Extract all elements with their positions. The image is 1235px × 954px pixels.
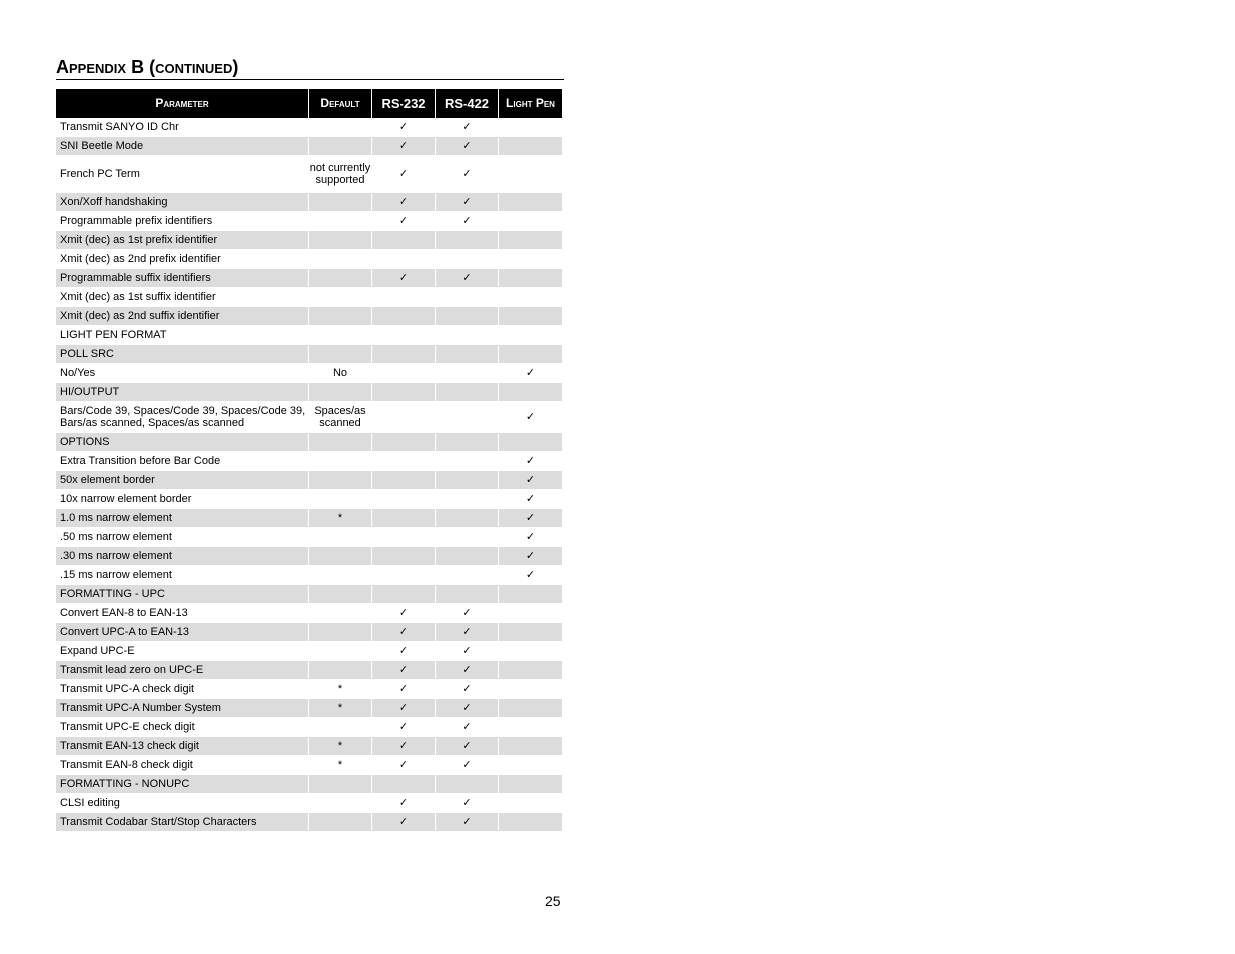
check-icon: ✓	[462, 195, 472, 208]
cell-rs232	[372, 345, 436, 364]
table-row	[56, 433, 562, 452]
cell-parameter: LIGHT PEN FORMAT	[56, 326, 309, 345]
cell-rs422	[436, 775, 499, 794]
check-icon: ✓	[398, 663, 409, 676]
table-row	[56, 231, 562, 250]
cell-light-pen	[499, 642, 562, 661]
cell-default	[309, 452, 372, 471]
cell-parameter: Transmit UPC-E check digit	[56, 718, 309, 737]
check-icon: ✓	[462, 606, 472, 619]
check-icon: ✓	[525, 568, 536, 581]
cell-rs422	[436, 402, 499, 433]
header-default: Default	[309, 89, 372, 118]
table-body	[56, 118, 562, 832]
cell-rs422	[436, 471, 499, 490]
check-icon: ✓	[525, 366, 536, 379]
cell-rs232	[372, 433, 436, 452]
cell-parameter: .15 ms narrow element	[56, 566, 309, 585]
check-icon: ✓	[398, 758, 409, 771]
check-icon: ✓	[525, 549, 536, 562]
table-row	[56, 756, 562, 775]
check-icon: ✓	[525, 492, 536, 505]
cell-default	[309, 288, 372, 307]
cell-rs232	[372, 212, 436, 231]
cell-parameter: POLL SRC	[56, 345, 309, 364]
cell-default: *	[309, 509, 372, 528]
check-icon: ✓	[462, 739, 472, 752]
cell-light-pen	[499, 585, 562, 604]
cell-default: *	[309, 737, 372, 756]
cell-default	[309, 623, 372, 642]
cell-light-pen	[499, 433, 562, 452]
cell-light-pen	[499, 156, 562, 193]
cell-default	[309, 642, 372, 661]
cell-light-pen	[499, 794, 562, 813]
cell-default	[309, 794, 372, 813]
cell-parameter: Extra Transition before Bar Code	[56, 452, 309, 471]
cell-rs232	[372, 680, 436, 699]
table-row	[56, 307, 562, 326]
cell-default: *	[309, 699, 372, 718]
cell-rs232	[372, 642, 436, 661]
cell-light-pen	[499, 566, 562, 585]
cell-rs232	[372, 307, 436, 326]
cell-default: *	[309, 756, 372, 775]
cell-parameter: Xmit (dec) as 2nd suffix identifier	[56, 307, 309, 326]
cell-parameter: Transmit EAN-13 check digit	[56, 737, 309, 756]
cell-parameter: HI/OUTPUT	[56, 383, 309, 402]
check-icon: ✓	[398, 720, 409, 733]
cell-rs232	[372, 509, 436, 528]
cell-parameter: Programmable prefix identifiers	[56, 212, 309, 231]
table-row	[56, 402, 562, 433]
cell-rs422	[436, 156, 499, 193]
check-icon: ✓	[462, 167, 472, 180]
cell-light-pen	[499, 680, 562, 699]
cell-parameter: CLSI editing	[56, 794, 309, 813]
cell-default	[309, 193, 372, 212]
cell-rs422	[436, 288, 499, 307]
cell-parameter: Transmit Codabar Start/Stop Characters	[56, 813, 309, 832]
check-icon: ✓	[462, 682, 472, 695]
cell-rs232	[372, 528, 436, 547]
cell-rs422	[436, 509, 499, 528]
cell-rs232	[372, 471, 436, 490]
cell-parameter: Bars/Code 39, Spaces/Code 39, Spaces/Code 39, Bars/as scanned, Spaces/as scanned	[56, 402, 309, 433]
cell-rs422	[436, 490, 499, 509]
check-icon: ✓	[398, 195, 409, 208]
header-parameter: Parameter	[56, 89, 309, 118]
table-row	[56, 623, 562, 642]
cell-parameter: Transmit SANYO ID Chr	[56, 118, 309, 137]
cell-rs232	[372, 118, 436, 137]
table-row	[56, 471, 562, 490]
check-icon: ✓	[525, 410, 536, 423]
cell-rs422	[436, 680, 499, 699]
check-icon: ✓	[525, 511, 536, 524]
cell-rs422	[436, 250, 499, 269]
cell-rs422	[436, 118, 499, 137]
cell-light-pen	[499, 718, 562, 737]
table-row	[56, 794, 562, 813]
check-icon: ✓	[398, 644, 409, 657]
cell-parameter: Xmit (dec) as 2nd prefix identifier	[56, 250, 309, 269]
table-row	[56, 642, 562, 661]
cell-rs232	[372, 813, 436, 832]
cell-default	[309, 307, 372, 326]
cell-rs422	[436, 794, 499, 813]
cell-light-pen	[499, 269, 562, 288]
cell-light-pen	[499, 345, 562, 364]
cell-rs232	[372, 718, 436, 737]
table-row	[56, 775, 562, 794]
cell-parameter: French PC Term	[56, 156, 309, 193]
cell-light-pen	[499, 212, 562, 231]
cell-parameter: FORMATTING - UPC	[56, 585, 309, 604]
check-icon: ✓	[462, 663, 472, 676]
cell-default	[309, 250, 372, 269]
check-icon: ✓	[462, 720, 472, 733]
cell-rs422	[436, 547, 499, 566]
cell-parameter: Xmit (dec) as 1st prefix identifier	[56, 231, 309, 250]
cell-rs232	[372, 737, 436, 756]
cell-rs232	[372, 250, 436, 269]
cell-default	[309, 231, 372, 250]
check-icon: ✓	[462, 214, 472, 227]
parameter-table	[56, 89, 562, 832]
cell-default: Spaces/as scanned	[309, 402, 372, 433]
cell-parameter: Xmit (dec) as 1st suffix identifier	[56, 288, 309, 307]
cell-parameter: .50 ms narrow element	[56, 528, 309, 547]
cell-default	[309, 490, 372, 509]
cell-parameter: Xon/Xoff handshaking	[56, 193, 309, 212]
cell-rs422	[436, 326, 499, 345]
cell-rs422	[436, 566, 499, 585]
cell-rs232	[372, 452, 436, 471]
cell-light-pen	[499, 402, 562, 433]
check-icon: ✓	[398, 682, 409, 695]
cell-default	[309, 269, 372, 288]
cell-default	[309, 528, 372, 547]
table-row	[56, 326, 562, 345]
cell-light-pen	[499, 326, 562, 345]
cell-parameter: OPTIONS	[56, 433, 309, 452]
cell-light-pen	[499, 471, 562, 490]
cell-light-pen	[499, 775, 562, 794]
check-icon: ✓	[398, 815, 409, 828]
table-row	[56, 547, 562, 566]
cell-rs232	[372, 326, 436, 345]
cell-light-pen	[499, 756, 562, 775]
cell-light-pen	[499, 307, 562, 326]
cell-default	[309, 661, 372, 680]
cell-rs422	[436, 756, 499, 775]
cell-rs422	[436, 433, 499, 452]
cell-light-pen	[499, 737, 562, 756]
cell-rs232	[372, 490, 436, 509]
cell-rs422	[436, 661, 499, 680]
cell-parameter: 10x narrow element border	[56, 490, 309, 509]
cell-light-pen	[499, 490, 562, 509]
cell-rs232	[372, 193, 436, 212]
table-row	[56, 490, 562, 509]
cell-rs422	[436, 269, 499, 288]
cell-rs422	[436, 737, 499, 756]
table-row	[56, 250, 562, 269]
cell-default: *	[309, 680, 372, 699]
cell-light-pen	[499, 813, 562, 832]
table-row	[56, 345, 562, 364]
cell-rs232	[372, 269, 436, 288]
cell-rs232	[372, 402, 436, 433]
cell-rs232	[372, 288, 436, 307]
cell-rs232	[372, 566, 436, 585]
cell-rs422	[436, 383, 499, 402]
cell-default: No	[309, 364, 372, 383]
cell-rs232	[372, 794, 436, 813]
cell-rs232	[372, 364, 436, 383]
check-icon: ✓	[398, 120, 409, 133]
check-icon: ✓	[398, 625, 409, 638]
cell-parameter: Expand UPC-E	[56, 642, 309, 661]
check-icon: ✓	[462, 120, 472, 133]
cell-rs232	[372, 661, 436, 680]
check-icon: ✓	[398, 701, 409, 714]
cell-rs232	[372, 547, 436, 566]
cell-default	[309, 471, 372, 490]
check-icon: ✓	[398, 167, 409, 180]
check-icon: ✓	[525, 530, 536, 543]
cell-default	[309, 813, 372, 832]
cell-rs232	[372, 137, 436, 156]
cell-parameter: No/Yes	[56, 364, 309, 383]
check-icon: ✓	[462, 644, 472, 657]
cell-parameter: 50x element border	[56, 471, 309, 490]
cell-light-pen	[499, 231, 562, 250]
header-rs232: RS-232	[372, 89, 436, 118]
cell-default	[309, 566, 372, 585]
cell-default	[309, 383, 372, 402]
cell-parameter: Convert EAN-8 to EAN-13	[56, 604, 309, 623]
cell-parameter: .30 ms narrow element	[56, 547, 309, 566]
cell-rs232	[372, 604, 436, 623]
header-rs422: RS-422	[436, 89, 499, 118]
cell-parameter: Transmit UPC-A Number System	[56, 699, 309, 718]
cell-light-pen	[499, 118, 562, 137]
check-icon: ✓	[462, 701, 472, 714]
cell-parameter: Programmable suffix identifiers	[56, 269, 309, 288]
cell-rs422	[436, 718, 499, 737]
cell-default	[309, 585, 372, 604]
table-row	[56, 156, 562, 193]
table-row	[56, 118, 562, 137]
check-icon: ✓	[398, 214, 409, 227]
cell-light-pen	[499, 193, 562, 212]
cell-rs422	[436, 364, 499, 383]
cell-default	[309, 433, 372, 452]
cell-parameter: Transmit lead zero on UPC-E	[56, 661, 309, 680]
cell-light-pen	[499, 661, 562, 680]
cell-rs232	[372, 585, 436, 604]
table-row	[56, 288, 562, 307]
cell-parameter: 1.0 ms narrow element	[56, 509, 309, 528]
table-row	[56, 452, 562, 471]
cell-light-pen	[499, 699, 562, 718]
cell-light-pen	[499, 547, 562, 566]
check-icon: ✓	[462, 139, 472, 152]
check-icon: ✓	[462, 625, 472, 638]
cell-parameter: Transmit UPC-A check digit	[56, 680, 309, 699]
cell-rs422	[436, 212, 499, 231]
table-row	[56, 509, 562, 528]
table-row	[56, 737, 562, 756]
check-icon: ✓	[462, 815, 472, 828]
cell-rs232	[372, 756, 436, 775]
cell-rs422	[436, 585, 499, 604]
table-row	[56, 137, 562, 156]
cell-default	[309, 718, 372, 737]
cell-rs422	[436, 452, 499, 471]
cell-rs422	[436, 813, 499, 832]
cell-rs422	[436, 137, 499, 156]
cell-parameter: FORMATTING - NONUPC	[56, 775, 309, 794]
cell-rs232	[372, 623, 436, 642]
cell-rs422	[436, 345, 499, 364]
cell-default	[309, 118, 372, 137]
table-row	[56, 585, 562, 604]
cell-default	[309, 137, 372, 156]
check-icon: ✓	[398, 796, 409, 809]
cell-rs422	[436, 193, 499, 212]
table-row	[56, 383, 562, 402]
cell-rs422	[436, 528, 499, 547]
check-icon: ✓	[398, 739, 409, 752]
table-row	[56, 528, 562, 547]
check-icon: ✓	[462, 271, 472, 284]
cell-rs422	[436, 604, 499, 623]
table-row	[56, 604, 562, 623]
cell-light-pen	[499, 364, 562, 383]
table-row	[56, 193, 562, 212]
table-row	[56, 269, 562, 288]
check-icon: ✓	[525, 473, 536, 486]
table-row	[56, 364, 562, 383]
cell-light-pen	[499, 528, 562, 547]
cell-rs422	[436, 642, 499, 661]
cell-light-pen	[499, 509, 562, 528]
cell-light-pen	[499, 250, 562, 269]
cell-parameter: Transmit EAN-8 check digit	[56, 756, 309, 775]
table-row	[56, 699, 562, 718]
cell-rs422	[436, 231, 499, 250]
cell-rs232	[372, 231, 436, 250]
cell-parameter: Convert UPC-A to EAN-13	[56, 623, 309, 642]
cell-parameter: SNI Beetle Mode	[56, 137, 309, 156]
cell-rs422	[436, 699, 499, 718]
check-icon: ✓	[398, 139, 409, 152]
cell-default	[309, 775, 372, 794]
table-row	[56, 813, 562, 832]
check-icon: ✓	[398, 271, 409, 284]
check-icon: ✓	[462, 758, 472, 771]
cell-rs232	[372, 775, 436, 794]
cell-light-pen	[499, 452, 562, 471]
cell-default	[309, 547, 372, 566]
cell-default	[309, 604, 372, 623]
cell-default: not currently supported	[309, 156, 372, 193]
cell-light-pen	[499, 383, 562, 402]
cell-rs232	[372, 383, 436, 402]
table-row	[56, 566, 562, 585]
cell-rs232	[372, 156, 436, 193]
cell-default	[309, 212, 372, 231]
cell-light-pen	[499, 604, 562, 623]
table-header-row	[56, 89, 562, 118]
table-row	[56, 718, 562, 737]
check-icon: ✓	[398, 606, 409, 619]
table-row	[56, 680, 562, 699]
table-row	[56, 661, 562, 680]
check-icon: ✓	[525, 454, 536, 467]
cell-light-pen	[499, 137, 562, 156]
cell-rs422	[436, 623, 499, 642]
check-icon: ✓	[462, 796, 472, 809]
cell-light-pen	[499, 288, 562, 307]
cell-rs422	[436, 307, 499, 326]
page-number: 25	[545, 893, 561, 909]
table-row	[56, 212, 562, 231]
header-light-pen: Light Pen	[499, 89, 562, 118]
cell-default	[309, 326, 372, 345]
cell-light-pen	[499, 623, 562, 642]
cell-rs232	[372, 699, 436, 718]
cell-default	[309, 345, 372, 364]
page-heading: Appendix B (continued)	[56, 56, 564, 80]
